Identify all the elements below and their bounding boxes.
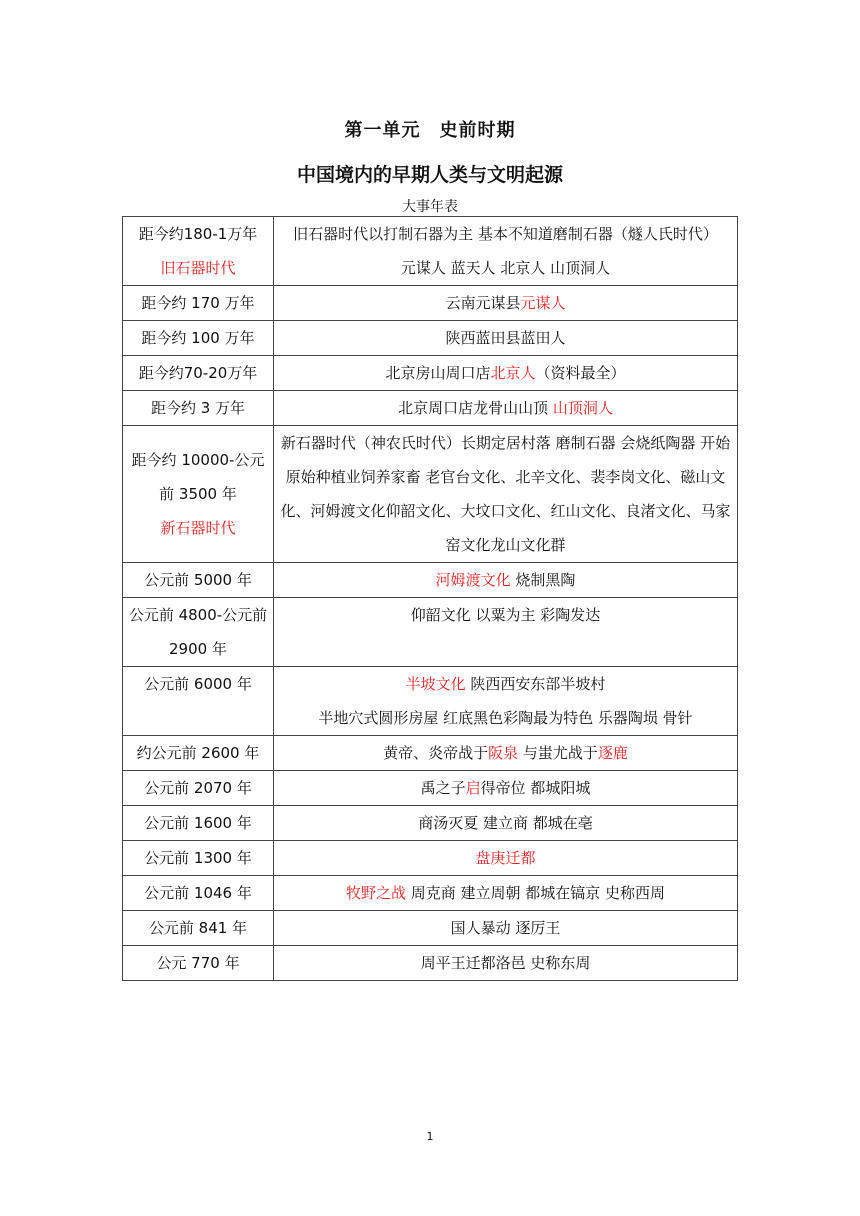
page-number: 1 [426,1130,434,1143]
highlight-text: 盘庚迁都 [475,849,536,867]
table-row [123,946,738,981]
table-row [123,391,738,426]
highlight-text: 元谋人 [520,294,566,312]
table-row [123,771,738,806]
table-row [123,321,738,356]
date-cell: 距今约 100 万年 [123,321,274,356]
event-cell: 新石器时代（神农氏时代）长期定居村落 磨制石器 会烧纸陶器 开始原始种植业饲养家畜 老官台文化、北辛文化、裴李岗文化、磁山文化、河姆渡文化仰韶文化、大坟口文化、红山文化、良渚文化、马家窑文化龙山文化群 [274,426,738,563]
table-row [123,286,738,321]
highlight-text: 启 [465,779,481,797]
table-row [123,841,738,876]
table-row [123,911,738,946]
date-cell: 公元前 4800-公元前 2900 年 [123,598,274,667]
event-cell [274,876,738,911]
highlight-text: 半坡文化 [405,675,466,693]
table-row [123,667,738,736]
date-cell: 公元前 841 年 [123,911,274,946]
event-text: 旧石器时代以打制石器为主 基本不知道磨制石器（燧人氏时代） [293,225,718,243]
highlight-text: 北京人 [490,364,536,382]
event-text: 云南元谋县 [445,294,521,312]
event-text: （资料最全） [535,364,626,382]
event-cell: 商汤灭夏 建立商 都城在亳 [274,806,738,841]
highlight-text: 阪泉 [488,744,519,762]
event-cell: 国人暴动 逐厉王 [274,911,738,946]
event-cell [274,563,738,598]
event-cell [274,667,738,736]
highlight-text: 逐鹿 [597,744,628,762]
date-cell: 公元前 1046 年 [123,876,274,911]
era-label: 新石器时代 [160,519,236,537]
event-cell [274,217,738,286]
date-cell: 距今约 3 万年 [123,391,274,426]
date-cell: 公元前 6000 年 [123,667,274,736]
event-text: 陕西西安东部半坡村 [465,675,606,693]
date-cell: 公元前 2070 年 [123,771,274,806]
event-cell [274,391,738,426]
event-cell [274,736,738,771]
event-text: 禹之子 [420,779,466,797]
event-text: 得帝位 都城阳城 [480,779,591,797]
date-cell: 距今约70-20万年 [123,356,274,391]
event-text: 北京房山周口店 [385,364,491,382]
date-cell: 距今约 170 万年 [123,286,274,321]
highlight-text: 河姆渡文化 [435,571,511,589]
table-row [123,563,738,598]
date-cell [123,426,274,563]
chronology-table [122,216,738,981]
date-cell: 公元 770 年 [123,946,274,981]
highlight-text: 牧野之战 [345,884,406,902]
date-cell [123,217,274,286]
table-row [123,598,738,667]
date-cell: 公元前 1600 年 [123,806,274,841]
event-text: 北京周口店龙骨山山顶 [398,399,553,417]
highlight-text: 山顶洞人 [552,399,613,417]
event-cell [274,841,738,876]
event-cell: 仰韶文化 以粟为主 彩陶发达 [274,598,738,667]
date-cell: 公元前 5000 年 [123,563,274,598]
table-row [123,876,738,911]
event-text: 周克商 建立周朝 都城在镐京 史称西周 [405,884,666,902]
event-text: 半地穴式圆形房屋 红底黑色彩陶最为特色 乐器陶埙 骨针 [318,709,693,727]
event-text: 黄帝、炎帝战于 [383,744,489,762]
date-text: 距今约 10000-公元前 3500 年 [131,451,265,503]
date-text: 距今约180-1万年 [138,225,258,243]
event-cell [274,286,738,321]
date-cell: 约公元前 2600 年 [123,736,274,771]
table-caption: 大事年表 [402,199,458,215]
lesson-title: 中国境内的早期人类与文明起源 [296,164,563,186]
table-row [123,356,738,391]
table-row [123,806,738,841]
table-row [123,736,738,771]
event-cell: 陕西蓝田县蓝田人 [274,321,738,356]
event-cell [274,356,738,391]
unit-title: 第一单元 史前时期 [344,120,516,141]
event-text: 与蚩尤战于 [518,744,598,762]
date-cell: 公元前 1300 年 [123,841,274,876]
event-cell: 周平王迁都洛邑 史称东周 [274,946,738,981]
event-text: 烧制黑陶 [510,571,576,589]
event-cell [274,771,738,806]
table-row [123,217,738,286]
table-row [123,426,738,563]
event-text: 元谋人 蓝天人 北京人 山顶洞人 [400,259,611,277]
era-label: 旧石器时代 [160,259,236,277]
